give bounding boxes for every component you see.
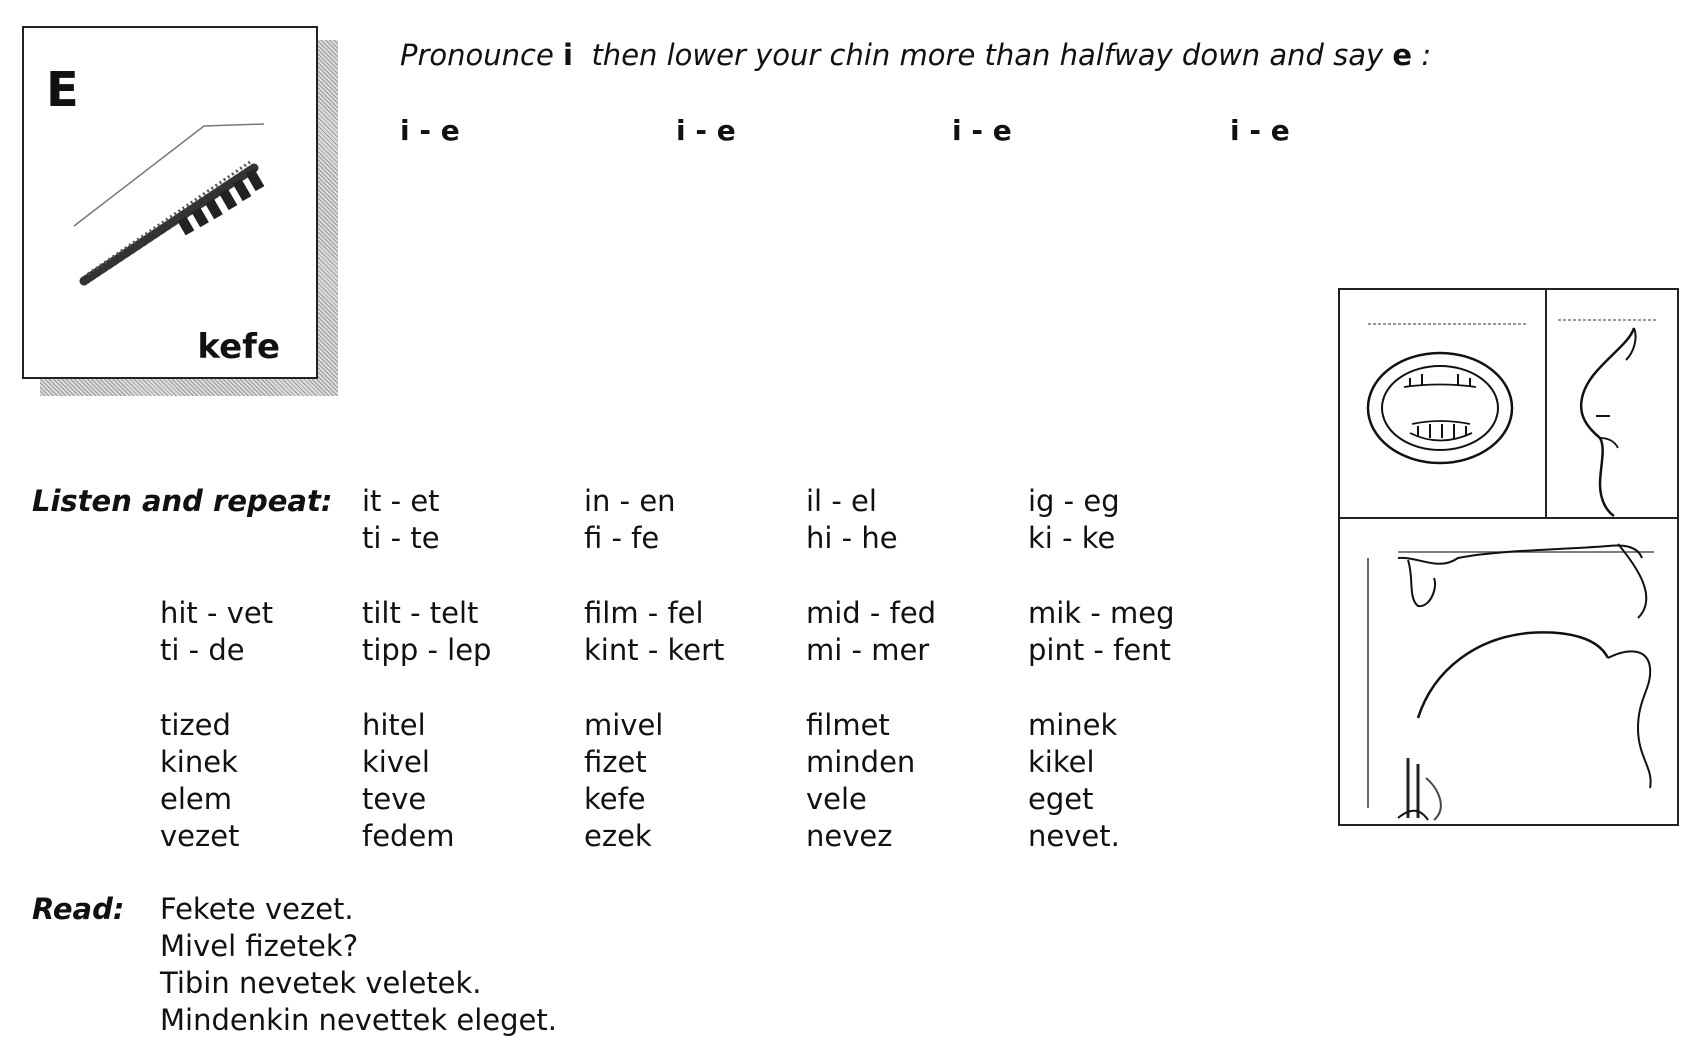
word-cell: mid - fed [806, 596, 937, 630]
word-cell: kefe [584, 782, 646, 816]
word-cell: kinek [160, 745, 238, 779]
word-cell: nevez [806, 819, 893, 853]
word-cell: hitel [362, 708, 426, 742]
card-word: kefe [197, 327, 280, 367]
word-cell: nevet. [1028, 819, 1120, 853]
pair-item: i - e [1230, 114, 1290, 147]
word-cell: kikel [1028, 745, 1095, 779]
word-cell: tipp - lep [362, 633, 492, 667]
word-cell: teve [362, 782, 427, 816]
listen-label: Listen and repeat: [32, 484, 333, 518]
word-cell: kint - kert [584, 633, 725, 667]
toothbrush-icon [64, 76, 294, 306]
sentence: Fekete vezet. [160, 892, 354, 926]
word-cell: mi - mer [806, 633, 930, 667]
word-cell: fi - fe [584, 521, 660, 555]
instruction-colon: : [1421, 38, 1432, 72]
instruction-part1: Pronounce [400, 38, 554, 72]
instruction-sound-e: e [1392, 38, 1413, 72]
word-cell: ig - eg [1028, 484, 1120, 518]
word-cell: minden [806, 745, 916, 779]
pair-item: i - e [676, 114, 736, 147]
word-cell: hit - vet [160, 596, 274, 630]
word-cell: ti - te [362, 521, 440, 555]
word-cell: vele [806, 782, 867, 816]
word-cell: il - el [806, 484, 877, 518]
read-label: Read: [32, 892, 125, 926]
sentence: Tibin nevetek veletek. [160, 966, 482, 1000]
word-cell: minek [1028, 708, 1118, 742]
word-cell: ezek [584, 819, 652, 853]
articulation-diagram [1338, 288, 1680, 828]
word-cell: film - fel [584, 596, 704, 630]
word-cell: ti - de [160, 633, 245, 667]
word-cell: it - et [362, 484, 440, 518]
word-cell: mivel [584, 708, 664, 742]
pair-item: i - e [952, 114, 1012, 147]
word-cell: elem [160, 782, 232, 816]
instruction-sound-i: i [563, 38, 573, 72]
sentence: Mindenkin nevettek eleget. [160, 1003, 557, 1037]
card-letter: E [46, 62, 79, 118]
word-cell: fedem [362, 819, 455, 853]
word-cell: fizet [584, 745, 647, 779]
word-cell: filmet [806, 708, 890, 742]
word-cell: tized [160, 708, 231, 742]
word-cell: pint - fent [1028, 633, 1171, 667]
letter-card [22, 26, 318, 379]
word-cell: ki - ke [1028, 521, 1116, 555]
word-cell: vezet [160, 819, 240, 853]
word-cell: mik - meg [1028, 596, 1175, 630]
word-cell: in - en [584, 484, 676, 518]
pair-item: i - e [400, 114, 460, 147]
word-cell: hi - he [806, 521, 898, 555]
word-cell: eget [1028, 782, 1094, 816]
sentence: Mivel fizetek? [160, 929, 359, 963]
instruction-text [400, 38, 1431, 72]
word-cell: tilt - telt [362, 596, 479, 630]
word-cell: kivel [362, 745, 430, 779]
instruction-part2: then lower your chin more than halfway down and say [591, 38, 1384, 72]
